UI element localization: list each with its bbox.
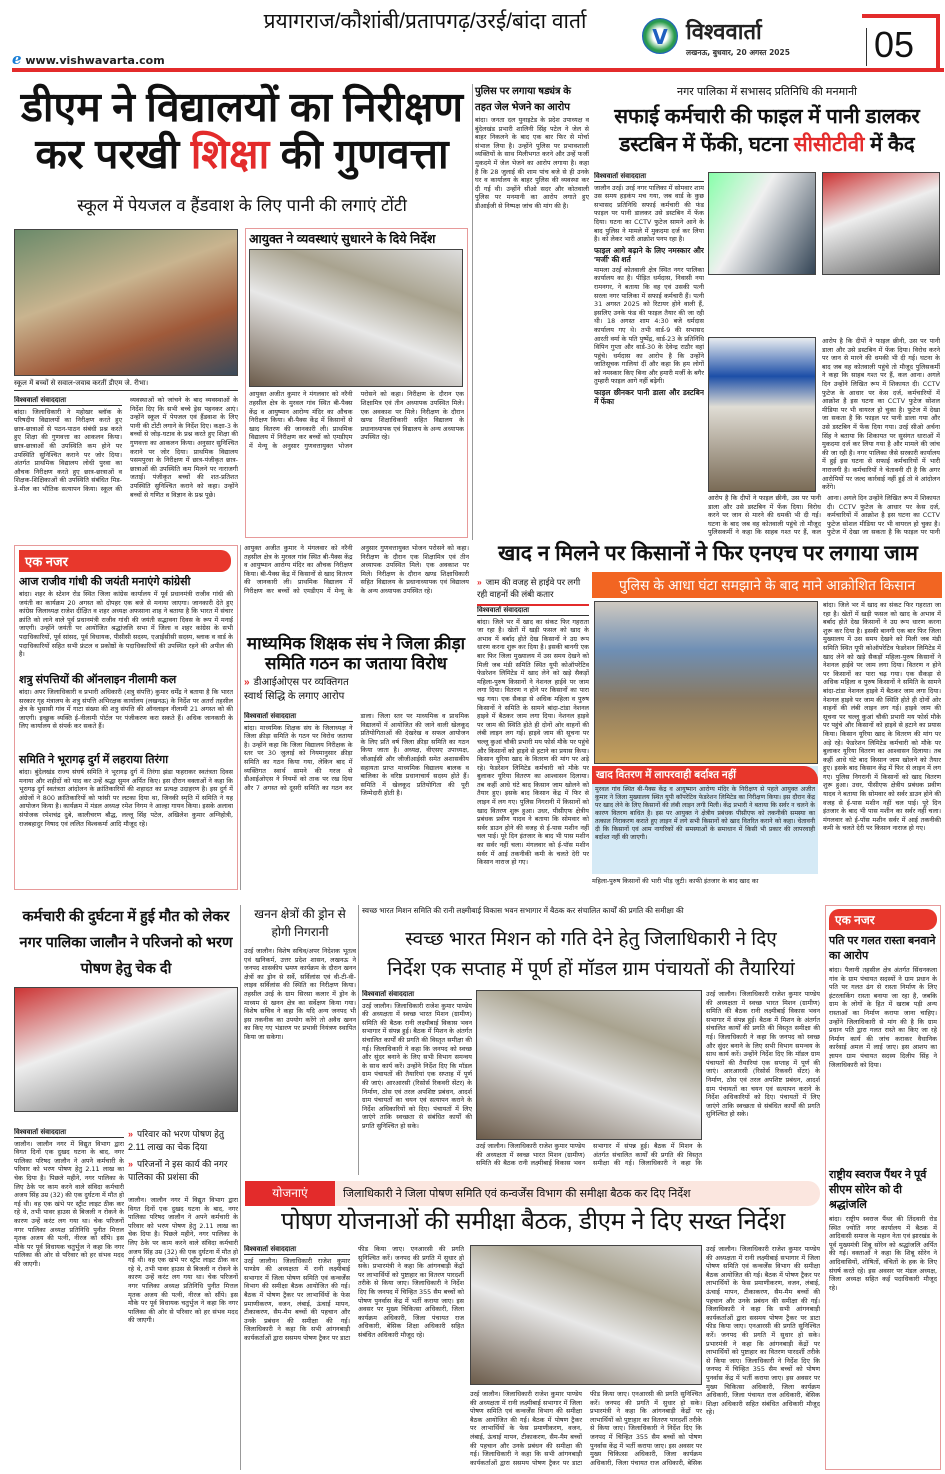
police-headline: पुलिस पर लगाया षड्यंत्र के तहत जेल भेजने का आरोप: [475, 86, 571, 113]
ek-nazar-box-1: [14, 545, 238, 890]
police-body: बांदा। जनता दल युनाइटेड के प्रदेश उपाध्यक्ष व बुंदेलखंड प्रभारी शालिनी सिंह पटेल ने जेल से बाहर निकलने के बाद एक बार फिर से मोर्चा संभाल लिया है। उन्होंने पुलिस पर प्रभावशाली व्यक्तियों के साथ मिलीभगत करने और उन्हें फर्जी मुकदमे में जेल भेजने का आरोप लगाया है। कहा है कि 28 जुलाई की शाम पांच बजे से ही उनके घर व कार्यालय के बाहर पुलिस की व्यवस्था कर दी गई थी। उन्होंने सीओ सदर और कोतवाली पुलिस पर मनमानी का आरोप लगाते हुए डीआईजी से निष्पक्ष जांच की मांग की है।: [475, 116, 589, 210]
brief-headline: राष्ट्रीय स्वराज पैंथर ने पूर्व सीएम सोरेन को दी श्रद्धांजलि: [829, 1169, 927, 1211]
sweeper-subhead-2: फाइल छीनकर पानी डाला और डस्टबिन में फेंका: [594, 388, 704, 407]
lead-headline-line1: डीएम ने विद्यालयों का निरीक्षण: [20, 84, 464, 130]
swachh-body-col2: उरई जालौन। जिलाधिकारी राजेश कुमार पाण्डेय की अध्यक्षता में स्वच्छ भारत मिशन (ग्रामीण) समिति की बैठक रानी लक्ष्मीबाई विकास भवन सभागार में संपन्न हुई। बैठक में मिशन के अंतर्गत संचालित कार्यों की प्रगति की विस्तृत समीक्षा की गई। जिलाधिकारी ने कहा कि: [476, 1142, 702, 1168]
logo-name: विश्ववार्ता: [686, 20, 762, 45]
edition-title: प्रयागराज/कौशांबी/प्रतापगढ़/उरई/बांदा वार्ता: [263, 10, 587, 33]
brief-headline: समिति ने भूरागढ़ दुर्ग में लहराया तिरंगा: [19, 754, 169, 766]
lead-subhead: स्कूल में पेयजल व हैंडवाश के लिए पानी की लगाएं टोंटी: [77, 196, 407, 215]
fertilizer-photo-farmers: [594, 601, 818, 764]
fertilizer-box-headline: खाद वितरण में लापरवाही बर्दाश्त नहीं: [592, 766, 818, 784]
swachh-body: विश्ववार्ता संवाददाता उरई जालौन। जिलाधिकारी राजेश कुमार पाण्डेय की अध्यक्षता में स्वच्छ भारत मिशन (ग्रामीण) समिति की बैठक रानी लक्ष्मीबाई विकास भवन सभागार में संपन्न हुई। बैठक में मिशन के अंतर्गत संचालित कार्यों की प्रगति की विस्तृत समीक्षा की गई। जिलाधिकारी ने कहा कि जनपद को स्वच्छ और सुंदर बनाने के लिए सभी विभाग समन्वय के साथ कार्य करें। उन्होंने निर्देश दिए कि मॉडल ग्राम पंचायतों की तैयारियां एक सप्ताह में पूर्ण की जाएं। आरआरसी (रिसोर्स रिकवरी सेंटर) के निर्माण, ठोस एवं तरल अपशिष्ट प्रबंधन, आदर्श ग्राम पंचायतों का चयन एवं सत्यापन कराने के निर्देश अधिकारियों को दिए। पंचायतों में लिए जाएंगे ताकि स्वच्छता से संबंधित कार्यों की प्रगति सुनिश्चित हो सके।: [362, 990, 472, 1130]
nutrition-headline: पोषण योजनाओं की समीक्षा बैठक, डीएम ने दिए सख्त निर्देश: [280, 1208, 786, 1235]
masthead: [0, 0, 945, 74]
website-url[interactable]: www.vishwavarta.com: [25, 54, 165, 67]
brief-body: बांदा। शहर के स्टेशन रोड स्थित जिला कांग्रेस कार्यालय में पूर्व प्रधानमंत्री राजीव गांधी की जयंती का कार्यक्रम 20 अगस्त को दोपहर एक बजे से मनाया जाएगा। जानकारी देते हुए कांग्रेस जिलाध्यक्ष राजेश दीक्षित व शहर अध्यक्ष अफसाना शाह ने बताया है कि भारत में संचार क्रांति को लाने वाले पूर्व प्रधानमंत्री राजीव गांधी की जयंती सद्भावना दिवस के रूप में मनाई जाएगी। उन्होंने जयंती पर आयोजित श्रद्धांजलि सभा में जिला व शहर कांग्रेस के सभी पदाधिकारियों, पूर्व सांसद, पूर्व विधायक, पीसीसी सदस्य, एआईसीसी सदस्य, ब्लाक व वार्ड के पदाधिकारियों सहित सभी फ्रंटल व प्रकोष्ठों के पदाधिकारियों की उपस्थित रहने की अपील की है।: [19, 590, 233, 659]
sweeper-body-col1: विश्ववार्ता संवाददाता जालौन उरई। उरई नगर पालिका में सोमवार शाम उस समय हड़कंप मच गया, जब वार्ड के कुछ सभासद प्रतिनिधि सफाई कर्मचारी की फंड फाइल पर पानी डालकर उसे डस्टबिन में फेंक दिया। घटना का CCTV फुटेज सामने आने के बाद पुलिस ने मामले में मुकदमा दर्ज कर लिया है। को लेकर भारी आक्रोश पनप रहा है। फाइल आगे बढ़ाने के लिए नमस्कार और 'मर्जी' की शर्त मामला उरई कोतवाली क्षेत्र स्थित नगर पालिका कार्यालय का है। पीड़ित धर्मदास, निवासी नया रामनगर, ने बताया कि वह एवं उसकी पत्नी सरला नगर पालिका में सफाई कर्मचारी हैं। पत्नी 31 अगस्त 2025 को रिटायर होने वाली हैं, इसलिए उनके फंड की फाइल तैयार की जा रही थी। 18 अगस्त शाम 4:30 बजे धर्मदास कार्यालय गए थे। तभी वार्ड-9 की सभासद आरती वर्मा के पति पुष्पेंद्र, वार्ड-23 के प्रतिनिधि विपिन गुप्ता और वार्ड-30 के देवेन्द्र राठौर वहां पहुंचे। धर्मदास का आरोप है कि उन्होंने जातिसूचक गालियां दीं और कहा कि हम लोगों को नमस्कार किए बिना और हमारी मर्जी के बगैर तुम्हारी फाइल आगे नहीं बढ़ेगी। फाइल छीनकर पानी डाला और डस्टबिन में फेंका: [594, 172, 704, 407]
commissioner-headline: आयुक्त ने व्यवस्थाएं सुधारने के दिये निर्देश: [249, 232, 436, 246]
drone-body: उरई जालौन। विशेष सचिव/अपर निदेशक भूतत्व एवं खनिकर्म, उत्तर प्रदेश शासन, लखनऊ ने जनपद शासकीय भ्रमण कार्यक्रम के दौरान खनन क्षेत्रों का ड्रोन से सर्वे, सर्विलांस एवं वी-टी-वी-लाइव सर्विलांस की स्थिति का निरीक्षण किया। तहसील उरई के ग्राम सिरसा कलार में ड्रोन के माध्यम से खनन क्षेत्र का सर्वेक्षण किया गया। विशेष सचिव ने कहा कि यदि अन्य जनपद भी इस तकनीक का उपयोग करेंगे तो अवैध खनन का किए गए भंडारण पर प्रभावी नियंत्रण स्थापित किया जा सकेगा।: [244, 947, 356, 1041]
lead-body: विश्ववार्ता संवाददाता बांदा। जिलाधिकारी ने महोखर ब्लॉक के परिषदीय विद्यालयों का निरीक्षण करते हुए छात्र-छात्राओं से पठन-पाठन संबंधी प्रश्न करते हुए शिक्षा की गुणवत्ता का आकलन किया। छात्र-छात्राओं की उपस्थिति कम होने पर उपस्थिति सुनिश्चित कराने पर जोर दिया। अंतर्गत प्राथमिक विद्यालय लोधी पुरवा का औचक निरीक्षण करते हुए छात्र-छात्राओं व शिक्षक-शिक्षिकाओं की उपस्थिति संबंधित मिड-डे-मील का भौतिक सत्यापन किया। स्कूल की व्यवस्थाओं को जांचने के बाद व्यवस्थाओं के निर्देश दिए कि सभी बच्चे ड्रेस पहनकर आएं। उन्होंने स्कूल में पेयजल एवं हैंडवाश के लिए पानी की टोंटी लगाने के निर्देश दिए। कक्षा-3 के बच्चों से जोड़-घटाव के प्रश्न करते हुए शिक्षा की गुणवत्ता का आकलन किया। अनुसार सुनिश्चित कराने पर जोर दिया। प्राथमिक विद्यालय पसमपुरवा के निरीक्षण में छात्र-पंजीकृत छात्र-छात्राओं की उपस्थिति कम मिलने पर नाराजगी जताई। पंजीकृत बच्चों की शत-प्रतिशत उपस्थिति सुनिश्चित कराने को कहा। उन्होंने बच्चों से गणित व विज्ञान के प्रश्न पूछे।: [14, 396, 238, 499]
fertilizer-body-col2: बांदा। जिले भर में खाद का संकट फिर गहराता जा रहा है। खेतों में खड़ी फसल को खाद के अभाव में बर्बाद होते देख किसानों ने उग्र रूप धारण करना शुरू कर दिया है। इसकी बानगी एक बार फिर जिला मुख्यालय में उस समय देखने को मिली जब मंडी समिति स्थित यूपी कोऑपरेटिव फेडरेशन लिमिटेड में खाद लेने को खड़े सैकड़ों महिला-पुरुष किसानों ने नेशनल हाईवे पर जाम लगा दिया। वितरण न होने पर किसानों का पारा चढ़ गया। एक सैकड़ा से अधिक महिला व पुरुष किसानों ने समिति के सामने बांदा-टांडा नेशनल हाइवे में बैठकर जाम लगा दिया। नेशनल हाइवे पर जाम की स्थिति होते ही दोनों ओर वाहनों की लंबी लाइन लग गई। हाइवे जाम की सूचना पर चल्लू कुआं चौकी प्रभारी मय फोर्स मौके पर पहुंचे और किसानों को हाइवे से हटाने का प्रयास किया। किसान यूरिया खाद के वितरण की मांग पर अड़े रहे। फेडरेशन लिमिटेड कर्मचारी को मौके पर बुलाकर यूरिया वितरण का आश्वासन दिलाया। तब कहीं आधे घंटे बाद किसान जाम खोलने को तैयार हुए। इसके बाद किसान केंद्र में फिर से लाइन में लग गए। पुलिस निगरानी में किसानों को खाद वितरण शुरू हुआ। उधर, पीसीएफ क्षेत्रीय प्रबंधक प्रवीण यादव ने बताया कि सोमवार को सर्वर डाउन होने की वजह से ई-पास मशीन नहीं चल पाई। पूरे दिन इंतजार के बाद भी पास मशीन का सर्वर नहीं चला। मंगलवार को ई-पॉस मशीन सर्वर में आई तकनीकी कमी के चलते देरी पर किसान नाराज हो गए।: [823, 601, 941, 833]
page-number-box: [862, 14, 940, 72]
sweeper-photo-file: [708, 172, 816, 275]
sweeper-photo-cctv: [822, 172, 940, 275]
browser-icon: e: [12, 50, 22, 68]
brief-headline: आज राजीव गांधी की जयंती मनाएंगे कांग्रेसी: [19, 576, 191, 588]
fertilizer-box-body: मुरवल गांव स्थित बी-पैक्स केंद्र व आयुष्मान आरोग्य मंदिर के निरीक्षण से पहले आयुक्त अजीत कुमार ने जिला मुख्यालय स्थित यूपी कॉपरेटिव फेडरेशन लिमिटेड का निरीक्षण किया। इस दौरान केंद्र पर खाद लेने के लिए किसानों की लंबी लाइन लगी मिली। केंद्र प्रभारी ने बताया कि सर्वर न चलने के कारण वितरण बाधित है। इस पर आयुक्त ने क्षेत्रीय प्रबंधक पीसीएफ को तकनीकी समस्या का तत्काल निराकरण कराते हुए लाइन में लगे सभी किसानों को खाद वितरित कराने को कहा। चेतावनी दी कि किसानों एवं आम नागरिकों की समस्याओं के समाधान में किसी भी प्रकार की लापरवाही बर्दाश्त नहीं की जाएगी।: [595, 786, 815, 841]
fertilizer-banner: पुलिस के आधा घंटा समझाने के बाद माने आक्रोशित किसान: [592, 572, 942, 598]
fertilizer-box: [592, 766, 818, 874]
teachers-headline: माध्यमिक शिक्षक संघ ने जिला क्रीड़ा समिति गठन का जताया विरोध: [246, 634, 466, 673]
sweeper-photo-police-station: [708, 337, 816, 492]
employee-point-1: » परिवार को भरण पोषण हेतु 2.11 लाख का चेक दिया: [128, 1129, 224, 1152]
nutrition-tag: योजनाएं: [245, 1181, 335, 1206]
drone-article: [244, 905, 356, 1175]
nutrition-kicker: जिलाधिकारी ने जिला पोषण समिति एवं कन्वर्जेंस विभाग की समीक्षा बैठक कर दिए निर्देश: [343, 1188, 691, 1200]
column-divider: [240, 905, 241, 1470]
brief-body: बांदा। राष्ट्रीय स्वराज पैंथर की तिंदवारी रोड स्थित ज्योति नगर कार्यालय में बैठक में आदिवासी समाज के महान नेता एवं झारखंड के पूर्व मुख्यमंत्री शिबू सोरेन को श्रद्धांजलि अर्पित की गई। वक्ताओं ने कहा कि शिबू सोरेन ने आदिवासियों, शोषितों, वंचितों के हक के लिए संघर्ष करते रहे। इस अवसर पर मंडल अध्यक्ष, जिला अध्यक्ष सहित कई पदाधिकारी मौजूद रहे।: [829, 1215, 937, 1292]
column-divider: [472, 84, 473, 540]
sweeper-body-col2: आरोप है कि दीपों ने फाइल छीनी, उस पर पानी डाला और उसे डस्टबिन में फेंक दिया। विरोध करने पर जान से मारने की धमकी भी दी गई। घटना के बाद जब वह कोतवाली पहुंचे तो मौजूद पुलिसकर्मी ने कहा कि साहब गश्त पर हैं, कल आना। अगले दिन उन्होंने लिखित रूप में शिकायत दी। CCTV फुटेज के आधार पर केस दर्ज, कर्मचारियों में आक्रोश है इस घटना का CCTV फुटेज सोशल मीडिया पर भी वायरल हो चुका है। फुटेज में देखा जा सकता है कि फाइल पर पानी डाला गया और उसे डस्टबिन में फेंक दिया गया। उरई सीओ अर्चना सिंह ने बताया कि शिकायत पर सुसंगत धाराओं में मुकदमा दर्ज कर लिया गया है और मामले की जांच की जा रही है। नगर पालिका जैसे सरकारी कार्यालय में हुई इस घटना से सफाई कर्मचारियों में भारी नाराजगी है। कर्मचारियों ने चेतावनी दी है कि अगर आरोपियों पर जल्द कार्रवाई नहीं हुई तो वे आंदोलन करेंगे।: [822, 337, 940, 492]
fertilizer-body: विश्ववार्ता संवाददाता बांदा। जिले भर में खाद का संकट फिर गहराता जा रहा है। खेतों में खड़ी फसल को खाद के अभाव में बर्बाद होते देख किसानों ने उग्र रूप धारण करना शुरू कर दिया है। इसकी बानगी एक बार फिर जिला मुख्यालय में उस समय देखने को मिली जब मंडी समिति स्थित यूपी कोऑपरेटिव फेडरेशन लिमिटेड में खाद लेने को खड़े सैकड़ों महिला-पुरुष किसानों ने नेशनल हाईवे पर जाम लगा दिया। वितरण न होने पर किसानों का पारा चढ़ गया। एक सैकड़ा से अधिक महिला व पुरुष किसानों ने समिति के सामने बांदा-टांडा नेशनल हाइवे में बैठकर जाम लगा दिया। नेशनल हाइवे पर जाम की स्थिति होते ही दोनों ओर वाहनों की लंबी लाइन लग गई। हाइवे जाम की सूचना पर चल्लू कुआं चौकी प्रभारी मय फोर्स मौके पर पहुंचे और किसानों को हाइवे से हटाने का प्रयास किया। किसान यूरिया खाद के वितरण की मांग पर अड़े रहे। फेडरेशन लिमिटेड कर्मचारी को मौके पर बुलाकर यूरिया वितरण का आश्वासन दिलाया। तब कहीं आधे घंटे बाद किसान जाम खोलने को तैयार हुए। इसके बाद किसान केंद्र में फिर से लाइन में लग गए। पुलिस निगरानी में किसानों को खाद वितरण शुरू हुआ। उधर, पीसीएफ क्षेत्रीय प्रबंधक प्रवीण यादव ने बताया कि सोमवार को सर्वर डाउन होने की वजह से ई-पास मशीन नहीं चल पाई। पूरे दिन इंतजार के बाद भी पास मशीन का सर्वर नहीं चला। मंगलवार को ई-पॉस मशीन सर्वर में आई तकनीकी कमी के चलते देरी पर किसान नाराज हो गए।: [477, 606, 589, 867]
ek-nazar-tag-1: एक नजर: [19, 550, 231, 572]
lead-headline-line2: कर परखी शिक्षा की गुणवत्ता: [35, 131, 449, 178]
brief-headline: शत्रु संपत्तियों की ऑनलाइन नीलामी कल: [19, 674, 177, 686]
brief-body: बांदा। बुंदेलखंड राज्य संघर्ष समिति ने भूरागढ़ दुर्ग में तिरंगा झंडा फहराकर स्वतंत्रता दिवस मनाया और शहीदों को याद कर उन्हें श्रद्धा सुमन अर्पित किए। इस दौरान वक्ताओं ने कहा कि भूरागढ़ दुर्ग स्वतंत्रता आंदोलन के क्रांतिकारियों की शहादत का प्रत्यक्ष उदाहरण है। इस दुर्ग में अंग्रेजों ने 800 क्रांतिकारियों को फांसी पर लटका दिया था, जिनकी स्मृति में समिति ने यह आयोजन किया है। कार्यक्रम में मंडल अध्यक्ष रमेश निगम ने आल्हा गायन किया। इसके अलावा संयोजक रमेशचंद्र दुबे, कालीचरण बौद्ध, लल्लू सिंह पटेल, अखिलेश कुमार अग्निहोत्री, राजबहादुर निषाद एवं ललित विश्वकर्मा आदि मौजूद रहे।: [19, 768, 233, 828]
sweeper-subhead-1: फाइल आगे बढ़ाने के लिए नमस्कार और 'मर्जी' की शर्त: [594, 245, 704, 264]
sweeper-body-col3: आरोप है कि दीपों ने फाइल छीनी, उस पर पानी डाला और उसे डस्टबिन में फेंक दिया। विरोध करने पर जान से मारने की धमकी भी दी गई। घटना के बाद जब वह कोतवाली पहुंचे तो मौजूद पुलिसकर्मी ने कहा कि साहब गश्त पर हैं, कल आना। अगले दिन उन्होंने लिखित रूप में शिकायत दी। CCTV फुटेज के आधार पर केस दर्ज, कर्मचारियों में आक्रोश है इस घटना का CCTV फुटेज सोशल मीडिया पर भी वायरल हो चुका है। फुटेज में देखा जा सकता है कि फाइल पर पानी: [708, 494, 940, 537]
drone-headline: खनन क्षेत्रों की ड्रोन से होगी निगरानी: [254, 907, 346, 939]
nutrition-photo-meeting: [470, 1245, 702, 1385]
swachh-body-col3: उरई जालौन। जिलाधिकारी राजेश कुमार पाण्डेय की अध्यक्षता में स्वच्छ भारत मिशन (ग्रामीण) समिति की बैठक रानी लक्ष्मीबाई विकास भवन सभागार में संपन्न हुई। बैठक में मिशन के अंतर्गत संचालित कार्यों की प्रगति की विस्तृत समीक्षा की गई। जिलाधिकारी ने कहा कि जनपद को स्वच्छ और सुंदर बनाने के लिए सभी विभाग समन्वय के साथ कार्य करें। उन्होंने निर्देश दिए कि मॉडल ग्राम पंचायतों की तैयारियां एक सप्ताह में पूर्ण की जाएं। आरआरसी (रिसोर्स रिकवरी सेंटर) के निर्माण, ठोस एवं तरल अपशिष्ट प्रबंधन, आदर्श ग्राम पंचायतों का चयन एवं सत्यापन कराने के निर्देश अधिकारियों को दिए। पंचायतों में लिए जाएंगे ताकि स्वच्छता से संबंधित कार्यों की प्रगति सुनिश्चित हो सके।: [706, 990, 820, 1119]
swachh-kicker: स्वच्छ भारत मिशन समिति की रानी लक्ष्मीबाई विकास भवन सभागार में बैठक कर संचालित कार्यों की प्रगति की समीक्षा की: [362, 906, 684, 915]
employee-body: विश्ववार्ता संवाददाता जालौन। जालौन नगर में विद्युत विभाग द्वारा विगत दिनों एक दुखद घटना के बाद, नगर पालिका परिषद जालौन ने अपने कर्मचारी के परिवार को भरण पोषण हेतु 2.11 लाख का चेक दिया है। पिछले महीने, नगर पालिका के लिए ठेके पर काम करने वाले संविदा कर्मचारी अजय सिंह उम्र (32) की एक दुर्घटना में मौत हो गई थी। वह एक खंभे पर स्ट्रीट लाइट ठीक कर रहे थे, तभी पावर हाउस से बिजली न रोकने के कारण उन्हें करंट लग गया था। चेक परिजनों नगर पालिका अध्यक्ष प्रतिनिधि पुनीत मित्तल मृतक अजय की पत्नी, नीरज को सौंपे। इस मौके पर पूर्व विधायक चतुर्भुज ने कहा कि नगर पालिका की ओर से परिवार को हर संभव मदद की जाएगी।: [14, 1128, 124, 1268]
nutrition-kicker-bar: [245, 1181, 820, 1206]
lead-headline: [12, 84, 472, 178]
employee-headline: कर्मचारी की दुर्घटना में हुई मौत को लेकर नगर पालिका जालौन ने परिजनो को भरण पोषण हेतु चेक दी: [19, 909, 233, 977]
commissioner-box: [245, 228, 468, 538]
lead-photo-classroom: [14, 229, 238, 376]
swachh-photo-meeting: [476, 990, 702, 1140]
sweeper-headline: सफाई कर्मचारी की फाइल में पानी डालकर डस्टबिन में फेंकी, घटना सीसीटीवी में कैद: [614, 105, 920, 156]
brief-headline: पति पर गलत रास्ता बनवाने का आरोप: [829, 935, 936, 962]
column-divider: [240, 545, 241, 890]
fertilizer-point: » जाम की वजह से हाईवे पर लगी रही वाहनों की लंबी कतार: [477, 576, 589, 606]
dateline: लखनऊ, बुधवार, 20 अगस्त 2025: [686, 48, 790, 57]
commissioner-body: आयुक्त अजीत कुमार ने मंगलवार को नरैनी तहसील क्षेत्र के मुरवल गांव स्थित बी-पैक्स केंद्र व आयुष्मान आरोग्य मंदिर का औचक निरीक्षण किया। बी-पैक्स केंद्र में किसानों से खाद वितरण की जानकारी ली। प्राथमिक विद्यालय में निरीक्षण कर बच्चों को एमडीएम में मेन्यू के अनुसार गुणवत्तायुक्त भोजन परोसने को कहा। निरीक्षण के दौरान एक शिक्षामित्र एवं तीन अध्यापक उपस्थित मिले। एक अवकाश पर मिले। निरीक्षण के दौरान खण्ड शिक्षाधिकारी सहित विद्यालय के प्रधानाध्यापक एवं विद्यालय के अन्य अध्यापक उपस्थित रहे।: [249, 390, 464, 450]
logo-icon: V: [642, 18, 678, 54]
commissioner-photo: [249, 249, 463, 387]
page-number: 05: [874, 24, 915, 65]
fertilizer-tail: महिला-पुरुष किसानों की भारी भीड़ जुटी। काफी इंतजार के बाद खाद का: [592, 877, 759, 885]
column-divider: [358, 905, 359, 1175]
employee-point-2: » परिजनों ने इस कार्य की नगर पालिका की प्रशंसा की: [128, 1159, 228, 1182]
lead-photo-caption: स्कूल में बच्चों से सवाल-जवाब करतीं डीएम जे. रीभा।: [14, 379, 238, 391]
brief-body: बांदा। पैलानी तहसील क्षेत्र अंतर्गत सिंधनकला गांव के ग्राम पंचायत सदस्यों ने ग्राम प्रधान के पति पर गलत ढंग से रास्ता निर्माण के लिए इंटरलाकिंग रास्ता बनाया जा रहा है, जबकि ग्राम के लोगों के हित में खराब पड़ी अन्य रास्ताओं का निर्माण कराया जाना चाहिए। उन्होंने जिलाधिकारी से मांग की है कि ग्राम प्रधान पति द्वारा गलत रास्ते का किए जा रहे निर्माण कार्य की जांच कराकर वैधानिक कार्रवाई अमल में लाई जाए। इस आशय का ज्ञापन ग्राम पंचायत सदस्य दिलीप सिंह ने जिलाधिकारी को दिया।: [829, 966, 937, 1069]
ek-nazar-box-2: [825, 905, 941, 1470]
sweeper-kicker: नगर पालिका में सभासद प्रतिनिधि की मनमानी: [676, 86, 857, 98]
employee-photo-cheque: [14, 987, 238, 1112]
swachh-headline: स्वच्छ भारत मिशन को गति देने हेतु जिलाधिकारी ने दिए निर्देश एक सप्ताह में पूर्ण हों मॉडल ग्राम पंचायतों की तैयारियां: [387, 929, 795, 980]
masthead-rule: [12, 68, 944, 72]
police-article: [475, 84, 589, 539]
brief-body: बांदा। अपर जिलाधिकारी व प्रभारी अधिकारी (शत्रु संपत्ति) कुमार धर्मेंद्र ने बताया है कि भारत सरकार गृह मंत्रालय के शत्रु संपत्ति अभिरक्षक कार्यालय (लखनऊ) के निर्देश पर अतर्रा तहसील क्षेत्र के भुसासी गांव में गाटा संख्या की शत्रु संपत्ति की ऑनलाइन नीलामी 21 अगस्त को की जाएगी। इच्छुक व्यक्ति ई-नीलामी पोर्टल पर पंजीकरण करा सकते हैं। अधिक जानकारी के लिए कार्यालय से संपर्क कर सकते हैं।: [19, 688, 233, 731]
teachers-point: » डीआईओएस पर व्यक्तिगत स्वार्थ सिद्धि के लगाए आरोप: [244, 677, 349, 702]
employee-body-col2: जालौन। जालौन नगर में विद्युत विभाग द्वारा विगत दिनों एक दुखद घटना के बाद, नगर पालिका परिषद जालौन ने अपने कर्मचारी के परिवार को भरण पोषण हेतु 2.11 लाख का चेक दिया है। पिछले महीने, नगर पालिका के लिए ठेके पर काम करने वाले संविदा कर्मचारी अजय सिंह उम्र (32) की एक दुर्घटना में मौत हो गई थी। वह एक खंभे पर स्ट्रीट लाइट ठीक कर रहे थे, तभी पावर हाउस से बिजली न रोकने के कारण उन्हें करंट लग गया था। चेक परिजनों नगर पालिका अध्यक्ष प्रतिनिधि पुनीत मित्तल मृतक अजय की पत्नी, नीरज को सौंपे। इस मौके पर पूर्व विधायक चतुर्भुज ने कहा कि नगर पालिका की ओर से परिवार को हर संभव मदद की जाएगी।: [128, 1196, 238, 1325]
website-link[interactable]: [12, 50, 165, 68]
commissioner-body-cont: आयुक्त अजीत कुमार ने मंगलवार को नरैनी तहसील क्षेत्र के मुरवल गांव स्थित बी-पैक्स केंद्र व आयुष्मान आरोग्य मंदिर का औचक निरीक्षण किया। बी-पैक्स केंद्र में किसानों से खाद वितरण की जानकारी ली। प्राथमिक विद्यालय में निरीक्षण कर बच्चों को एमडीएम में मेन्यू के अनुसार गुणवत्तायुक्त भोजन परोसने को कहा। निरीक्षण के दौरान एक शिक्षामित्र एवं तीन अध्यापक उपस्थित मिले। एक अवकाश पर मिले। निरीक्षण के दौरान खण्ड शिक्षाधिकारी सहित विद्यालय के प्रधानाध्यापक एवं विद्यालय के अन्य अध्यापक उपस्थित रहे।: [244, 544, 469, 595]
nutrition-body-col2: उरई जालौन। जिलाधिकारी राजेश कुमार पाण्डेय की अध्यक्षता में रानी लक्ष्मीबाई सभागार में जिला पोषण समिति एवं कन्वर्जेंस विभाग की समीक्षा बैठक आयोजित की गई। बैठक में पोषण ट्रैकर पर लाभार्थियों के फेस प्रमाणीकरण, वजन, लंबाई, ऊंचाई मापन, टीकाकरण, सैम-मैम बच्चों की पहचान और उनके प्रबंधन की समीक्षा की गई। जिलाधिकारी ने कहा कि सभी आंगनबाड़ी कार्यकर्ताओं द्वारा ससमय पोषण ट्रैकर पर डाटा फीड किया जाए। एनआरसी की प्रगति सुनिश्चित करें। जनपद की प्रगति में सुधार हो सके। प्रभारमंत्री ने कहा कि आंगनबाड़ी केंद्रों पर लाभार्थियों को पुष्टाहार का वितरण पारदर्शी तरीके से किया जाए। जिलाधिकारी ने निर्देश दिए कि जनपद में चिन्हित 355 सैम बच्चों को पोषण पुनर्वास केंद्र में भर्ती कराया जाए। इस अवसर पर मुख्य चिकित्सा अधिकारी, जिला कार्यक्रम अधिकारी, जिला पंचायत राज अधिकारी, बेसिक: [470, 1390, 702, 1467]
fertilizer-headline: खाद न मिलने पर किसानों ने फिर एनएच पर लगाया जाम: [498, 542, 918, 565]
nutrition-body-col3: उरई जालौन। जिलाधिकारी राजेश कुमार पाण्डेय की अध्यक्षता में रानी लक्ष्मीबाई सभागार में जिला पोषण समिति एवं कन्वर्जेंस विभाग की समीक्षा बैठक आयोजित की गई। बैठक में पोषण ट्रैकर पर लाभार्थियों के फेस प्रमाणीकरण, वजन, लंबाई, ऊंचाई मापन, टीकाकरण, सैम-मैम बच्चों की पहचान और उनके प्रबंधन की समीक्षा की गई। जिलाधिकारी ने कहा कि सभी आंगनबाड़ी कार्यकर्ताओं द्वारा ससमय पोषण ट्रैकर पर डाटा फीड किया जाए। एनआरसी की प्रगति सुनिश्चित करें। जनपद की प्रगति में सुधार हो सके। प्रभारमंत्री ने कहा कि आंगनबाड़ी केंद्रों पर लाभार्थियों को पुष्टाहार का वितरण पारदर्शी तरीके से किया जाए। जिलाधिकारी ने निर्देश दिए कि जनपद में चिन्हित 355 सैम बच्चों को पोषण पुनर्वास केंद्र में भर्ती कराया जाए। इस अवसर पर मुख्य चिकित्सा अधिकारी, जिला कार्यक्रम अधिकारी, जिला पंचायत राज अधिकारी, बेसिक शिक्षा अधिकारी सहित संबंधित अधिकारी मौजूद रहे।: [706, 1245, 820, 1417]
teachers-body: विश्ववार्ता संवाददाता बांदा। माध्यमिक शिक्षक संघ के जिलाध्यक्ष ने जिला क्रीड़ा समिति के गठन पर विरोध जताया है। उन्होंने कहा कि जिला विद्यालय निरीक्षक के स्तर पर 30 जुलाई को नियमानुसार क्रीड़ा समिति का गठन किया गया, लेकिन बाद में व्यक्तिगत स्वार्थ सामने की गरज से डीआईओएस ने नियमों को ताक पर रख दिया और 7 अगस्त को दूसरी समिति का गठन कर डाला। जिला स्तर पर माध्यमिक व प्राथमिक विद्यालयों में आयोजित की जाने वाली खेलकूद प्रतियोगिताओं की देखरेख व सफल आयोजन के लिए प्रति वर्ष जिला क्रीड़ा समिति का गठन किया जाता है। अध्यक्ष, वीएसए उपाध्यक्ष, जीआईसी और जीजीआईसी समेत अशासकीय सहायता प्राप्त माध्यमिक विद्यालय बालक व बालिका के वरिष्ठ प्रधानाचार्य सदस्य होते हैं। समिति में खेलकूद प्रतियोगिता की पूरी जिम्मेदारी होती है।: [244, 712, 469, 798]
nutrition-body: विश्ववार्ता संवाददाता उरई जालौन। जिलाधिकारी राजेश कुमार पाण्डेय की अध्यक्षता में रानी लक्ष्मीबाई सभागार में जिला पोषण समिति एवं कन्वर्जेंस विभाग की समीक्षा बैठक आयोजित की गई। बैठक में पोषण ट्रैकर पर लाभार्थियों के फेस प्रमाणीकरण, वजन, लंबाई, ऊंचाई मापन, टीकाकरण, सैम-मैम बच्चों की पहचान और उनके प्रबंधन की समीक्षा की गई। जिलाधिकारी ने कहा कि सभी आंगनबाड़ी कार्यकर्ताओं द्वारा ससमय पोषण ट्रैकर पर डाटा फीड किया जाए। एनआरसी की प्रगति सुनिश्चित करें। जनपद की प्रगति में सुधार हो सके। प्रभारमंत्री ने कहा कि आंगनबाड़ी केंद्रों पर लाभार्थियों को पुष्टाहार का वितरण पारदर्शी तरीके से किया जाए। जिलाधिकारी ने निर्देश दिए कि जनपद में चिन्हित 355 सैम बच्चों को पोषण पुनर्वास केंद्र में भर्ती कराया जाए। इस अवसर पर मुख्य चिकित्सा अधिकारी, जिला कार्यक्रम अधिकारी, जिला पंचायत राज अधिकारी, बेसिक शिक्षा अधिकारी सहित संबंधित अधिकारी मौजूद रहे।: [244, 1245, 464, 1342]
ek-nazar-tag-2: एक नजर: [829, 909, 937, 930]
